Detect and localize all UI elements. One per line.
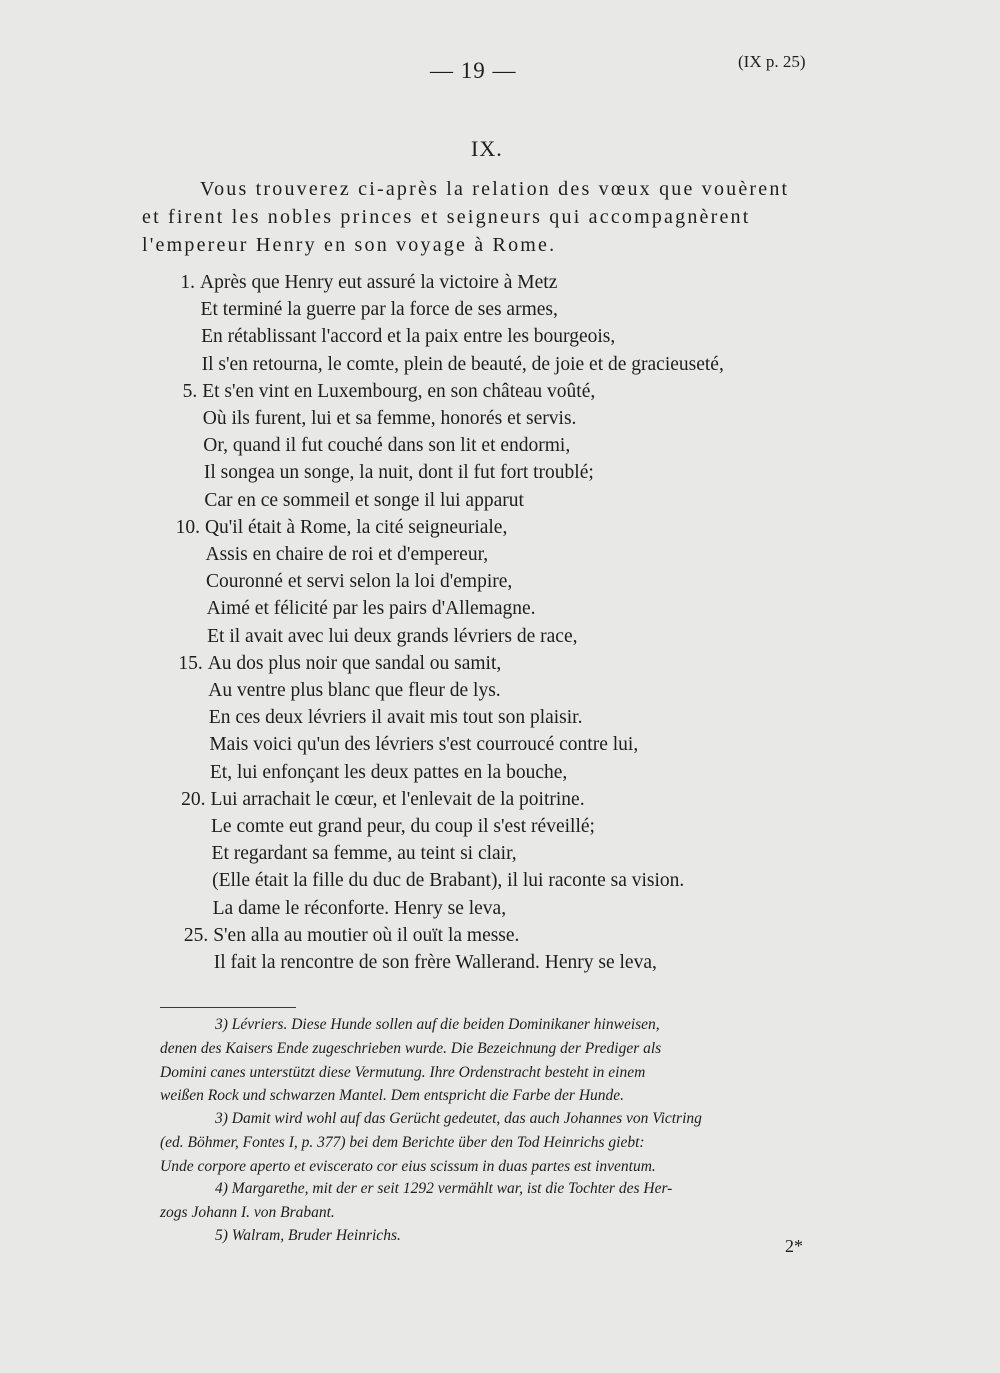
verse-line: La dame le réconforte. Henry se leva, [212,897,507,919]
verse-number: 5. [182,380,198,402]
verse-line: Il fait la rencontre de son frère Wallerand. Henry se leva, [213,952,657,973]
verse-line: Où ils furent, lui et sa femme, honorés et servis. [202,408,577,429]
footnote-line: Unde corpore aperto et eviscerato cor eius scissum in duas partes est inventum. [160,1158,656,1175]
footnote-line: 3) Lévriers. Diese Hunde sollen auf die beiden Dominikaner hinweisen, [215,1016,660,1033]
signature-mark: 2* [785,1236,803,1256]
verse-line: Lui arrachait le cœur, et l'enlevait de la poitrine. [210,788,585,810]
page-number: — 19 — [430,58,517,83]
verse-number: 15. [178,652,203,674]
intro-line: et firent les nobles princes et seigneurs qui accompagnèrent [142,206,751,228]
verse-line: Couronné et servi selon la loi d'empire, [206,571,513,593]
footnote-line: 3) Damit wird wohl auf das Gerücht gedeutet, das auch Johannes von Victring [215,1110,702,1127]
intro-line: Vous trouverez ci-après la relation des vœux que vouèrent [200,178,790,200]
verse-line: En rétablissant l'accord et la paix entre les bourgeois, [201,326,616,348]
footnote-line: zogs Johann I. von Brabant. [160,1204,335,1221]
verse-line: S'en alla au moutier où il ouït la messe. [213,924,520,946]
verse-line: Le comte eut grand peur, du coup il s'est réveillé; [211,816,595,837]
verse-line: Et s'en vint en Luxembourg, en son château voûté, [202,380,596,402]
verse-line: (Elle était la fille du duc de Brabant), il lui raconte sa vision. [212,870,685,892]
verse-line: Et il avait avec lui deux grands lévriers de race, [207,625,578,647]
footnote-line: 4) Margarethe, mit der er seit 1292 vermählt war, ist die Tochter des Her- [215,1180,673,1197]
verse-number: 20. [181,788,206,810]
verse-number: 25. [183,924,209,946]
verse-line: Mais voici qu'un des lévriers s'est courroucé contre lui, [209,734,639,756]
section-title: IX. [471,136,503,161]
verse-line: Et terminé la guerre par la force de ses armes, [200,299,558,321]
verse-number: 1. [180,272,195,293]
verse-number: 10. [175,516,200,538]
verse-line: Assis en chaire de roi et d'empereur, [205,544,489,565]
verse-line: Au ventre plus blanc que fleur de lys. [208,680,501,701]
footnote-line: weißen Rock und schwarzen Mantel. Dem entspricht die Farbe der Hunde. [160,1087,625,1104]
footnote-line: denen des Kaisers Ende zugeschrieben wurde. Die Bezeichnung der Prediger als [160,1040,662,1057]
verse-line: Au dos plus noir que sandal ou samit, [207,652,502,674]
verse-line: Or, quand il fut couché dans son lit et endormi, [203,435,571,457]
intro-line: l'empereur Henry en son voyage à Rome. [142,234,557,256]
verse-line: Car en ce sommeil et songe il lui apparut [204,489,524,511]
verse-line: Et, lui enfonçant les deux pattes en la bouche, [209,761,568,783]
footnote-line: (ed. Böhmer, Fontes I, p. 377) bei dem Berichte über den Tod Heinrichs giebt: [160,1134,645,1151]
verse-line: Il songea un songe, la nuit, dont il fut fort troublé; [203,462,594,484]
footnote-divider [160,1007,296,1008]
page-reference: (IX p. 25) [738,52,806,71]
verse-line: Il s'en retourna, le comte, plein de beauté, de joie et de gracieuseté, [201,353,724,375]
verse-line: Après que Henry eut assuré la victoire à Metz [200,272,558,293]
verse-line: En ces deux lévriers il avait mis tout son plaisir. [208,707,583,729]
footnote-line: 5) Walram, Bruder Heinrichs. [215,1227,401,1244]
verse-line: Qu'il était à Rome, la cité seigneuriale, [204,516,508,538]
verse-line: Et regardant sa femme, au teint si clair, [211,843,517,865]
verse-line: Aimé et félicité par les pairs d'Allemagne. [206,598,536,620]
footnote-line: Domini canes unterstützt diese Vermutung. Ihre Ordenstracht besteht in einem [160,1064,646,1081]
